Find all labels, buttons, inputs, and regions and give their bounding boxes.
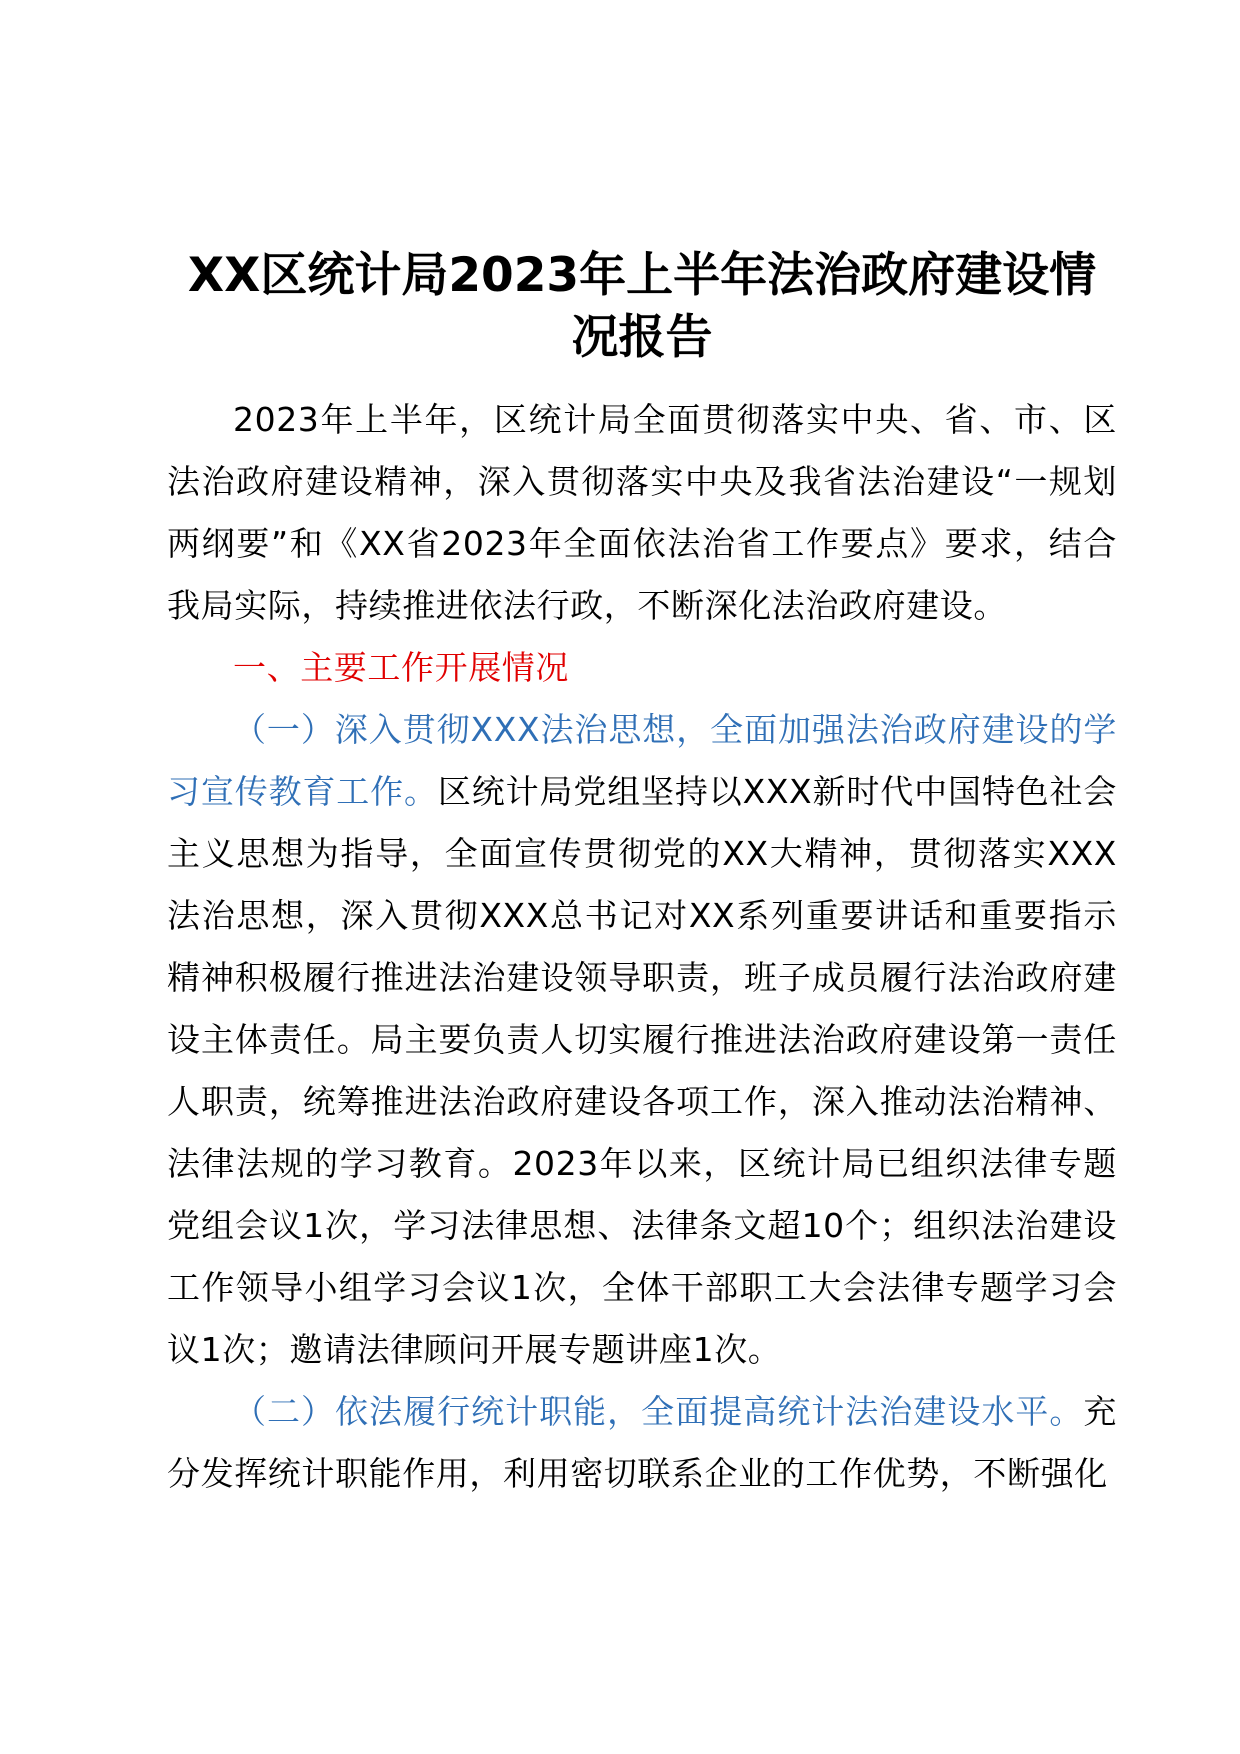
subsection-1-body: 区统计局党组坚持以XXX新时代中国特色社会主义思想为指导，全面宣传贯彻党的XX大精神，贯彻落实XXX法治思想，深入贯彻XXX总书记对XX系列重要讲话和重要指示精神积极履行推进法治建设领导职责，班子成员履行法治政府建设主体责任。局主要负责人切实履行推进法治政府建设第一责任人职责，统筹推进法治政府建设各项工作，深入推动法治精神、法律法规的学习教育。2023年以来，区统计局已组织法律专题党组会议1次，学习法律思想、法律条文超10个；组织法治建设工作领导小组学习会议1次，全体干部职工大会法律专题学习会议1次；邀请法律顾问开展专题讲座1次。 [167, 772, 1117, 1369]
subsection-1-heading: （一）深入贯彻XXX法治思想，全面加强法治政府建设的学习宣传教育工作。 [167, 710, 1117, 811]
document-page [167, 245, 1117, 1505]
document-title: XX区统计局2023年上半年法治政府建设情况报告 [187, 248, 1097, 365]
section-heading: 一、主要工作开展情况 [233, 648, 569, 687]
subsection-2-heading: （二）依法履行统计职能，全面提高统计法治建设水平。 [233, 1392, 1084, 1431]
subsection-2-body: 充分发挥统计职能作用，利用密切联系企业的工作优势，不断强化 [167, 1392, 1117, 1493]
subsection-1-paragraph [167, 699, 1117, 1381]
intro-paragraph: 2023年上半年，区统计局全面贯彻落实中央、省、市、区法治政府建设精神，深入贯彻落实中央及我省法治建设“一规划两纲要”和《XX省2023年全面依法治省工作要点》要求，结合我局实际，持续推进依法行政，不断深化法治政府建设。 [167, 400, 1117, 625]
subsection-2-paragraph [167, 1381, 1117, 1505]
